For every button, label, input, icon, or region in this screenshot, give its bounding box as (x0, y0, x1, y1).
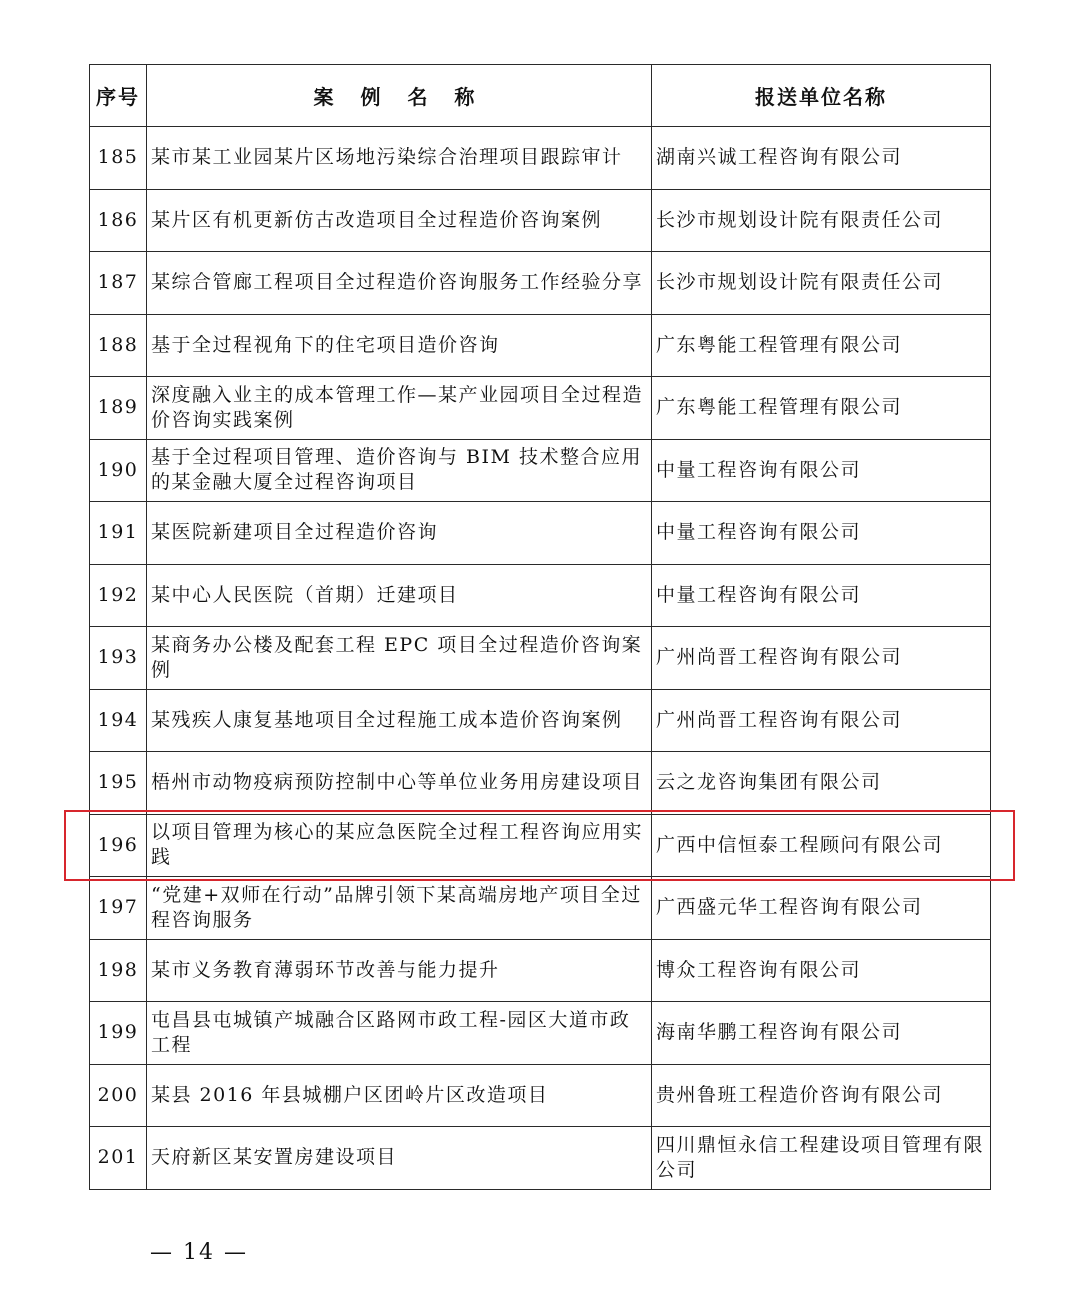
header-index: 序号 (90, 65, 147, 127)
unit-name-cell: 贵州鲁班工程造价咨询有限公司 (652, 1064, 991, 1127)
case-name-cell: “党建+双师在行动”品牌引领下某高端房地产项目全过程咨询服务 (147, 877, 652, 940)
row-number: 195 (90, 752, 147, 815)
row-number: 191 (90, 502, 147, 565)
case-name-cell: 某残疾人康复基地项目全过程施工成本造价咨询案例 (147, 689, 652, 752)
table-row (90, 814, 991, 877)
case-name-cell: 某片区有机更新仿古改造项目全过程造价咨询案例 (147, 189, 652, 252)
table-row (90, 1064, 991, 1127)
unit-name-cell: 中量工程咨询有限公司 (652, 439, 991, 502)
unit-name-cell: 广东粤能工程管理有限公司 (652, 314, 991, 377)
unit-name-cell: 四川鼎恒永信工程建设项目管理有限公司 (652, 1127, 991, 1190)
table-row (90, 502, 991, 565)
unit-name-cell: 广西盛元华工程咨询有限公司 (652, 877, 991, 940)
table-row (90, 189, 991, 252)
table-row (90, 939, 991, 1002)
table-row (90, 314, 991, 377)
row-number: 198 (90, 939, 147, 1002)
case-name-cell: 某中心人民医院（首期）迁建项目 (147, 564, 652, 627)
unit-name-cell: 云之龙咨询集团有限公司 (652, 752, 991, 815)
case-name-cell: 梧州市动物疫病预防控制中心等单位业务用房建设项目 (147, 752, 652, 815)
row-number: 196 (90, 814, 147, 877)
table-row (90, 439, 991, 502)
row-number: 190 (90, 439, 147, 502)
table-row (90, 127, 991, 190)
unit-name-cell: 博众工程咨询有限公司 (652, 939, 991, 1002)
row-number: 200 (90, 1064, 147, 1127)
table-row (90, 627, 991, 690)
unit-name-cell: 海南华鹏工程咨询有限公司 (652, 1002, 991, 1065)
table-row (90, 689, 991, 752)
header-unit: 报送单位名称 (652, 65, 991, 127)
unit-name-cell: 广州尚晋工程咨询有限公司 (652, 627, 991, 690)
case-name-cell: 以项目管理为核心的某应急医院全过程工程咨询应用实践 (147, 814, 652, 877)
row-number: 199 (90, 1002, 147, 1065)
table-row (90, 564, 991, 627)
case-name-cell: 屯昌县屯城镇产城融合区路网市政工程-园区大道市政工程 (147, 1002, 652, 1065)
unit-name-cell: 长沙市规划设计院有限责任公司 (652, 252, 991, 315)
case-name-cell: 某综合管廊工程项目全过程造价咨询服务工作经验分享 (147, 252, 652, 315)
table-row (90, 1002, 991, 1065)
row-number: 189 (90, 377, 147, 440)
page-number: — 14 — (150, 1240, 248, 1265)
case-name-cell: 基于全过程项目管理、造价咨询与 BIM 技术整合应用的某金融大厦全过程咨询项目 (147, 439, 652, 502)
unit-name-cell: 广州尚晋工程咨询有限公司 (652, 689, 991, 752)
unit-name-cell: 中量工程咨询有限公司 (652, 502, 991, 565)
table-row (90, 1127, 991, 1190)
row-number: 193 (90, 627, 147, 690)
unit-name-cell: 长沙市规划设计院有限责任公司 (652, 189, 991, 252)
unit-name-cell: 广西中信恒泰工程顾问有限公司 (652, 814, 991, 877)
table-row (90, 377, 991, 440)
case-name-cell: 基于全过程视角下的住宅项目造价咨询 (147, 314, 652, 377)
case-name-cell: 某医院新建项目全过程造价咨询 (147, 502, 652, 565)
case-name-cell: 某商务办公楼及配套工程 EPC 项目全过程造价咨询案例 (147, 627, 652, 690)
case-name-cell: 某市义务教育薄弱环节改善与能力提升 (147, 939, 652, 1002)
row-number: 187 (90, 252, 147, 315)
table-row (90, 877, 991, 940)
unit-name-cell: 湖南兴诚工程咨询有限公司 (652, 127, 991, 190)
row-number: 192 (90, 564, 147, 627)
case-name-cell: 某县 2016 年县城棚户区团岭片区改造项目 (147, 1064, 652, 1127)
row-number: 188 (90, 314, 147, 377)
case-name-cell: 深度融入业主的成本管理工作—某产业园项目全过程造价咨询实践案例 (147, 377, 652, 440)
table-header-row (90, 65, 991, 127)
row-number: 197 (90, 877, 147, 940)
header-case-name: 案 例 名 称 (147, 65, 652, 127)
row-number: 186 (90, 189, 147, 252)
case-table (89, 64, 991, 1190)
row-number: 201 (90, 1127, 147, 1190)
case-name-cell: 天府新区某安置房建设项目 (147, 1127, 652, 1190)
table-row (90, 252, 991, 315)
case-name-cell: 某市某工业园某片区场地污染综合治理项目跟踪审计 (147, 127, 652, 190)
row-number: 185 (90, 127, 147, 190)
unit-name-cell: 中量工程咨询有限公司 (652, 564, 991, 627)
table-row (90, 752, 991, 815)
unit-name-cell: 广东粤能工程管理有限公司 (652, 377, 991, 440)
row-number: 194 (90, 689, 147, 752)
